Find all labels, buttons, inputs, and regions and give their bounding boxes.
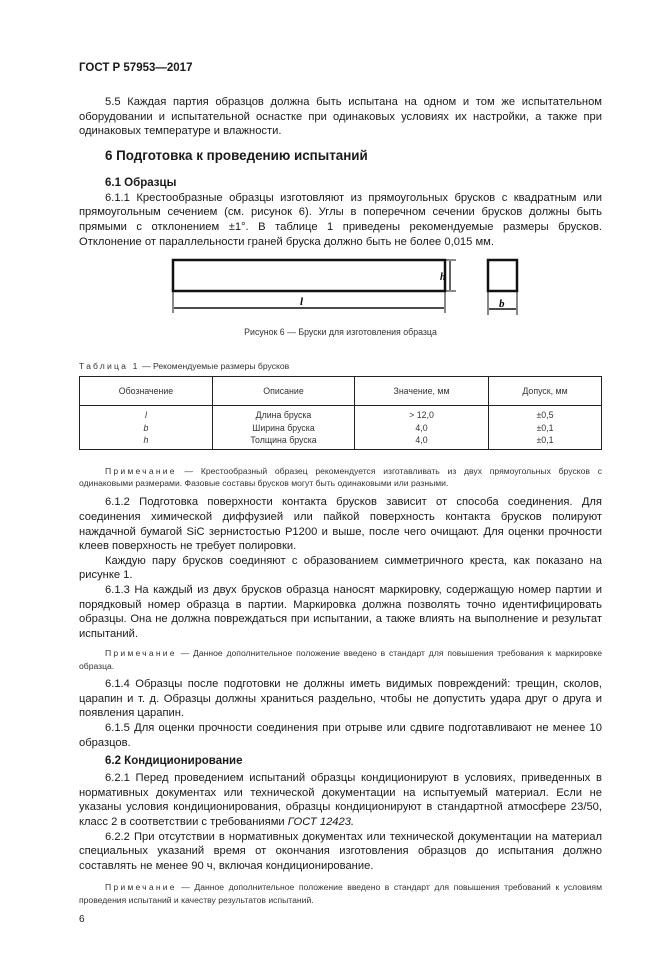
dimension-label-h: h (440, 272, 446, 284)
document-page (79, 0, 602, 966)
cell-description: Ширина бруска (213, 422, 355, 435)
table-row (80, 434, 602, 449)
cell-description: Толщина бруска (213, 434, 355, 449)
paragraph-6-2-1 (79, 771, 602, 829)
column-header: Обозначение (80, 377, 213, 406)
note-3 (79, 881, 602, 906)
column-header: Значение, мм (355, 377, 489, 406)
note-text: — Данное дополнительное положение введено в стандарт для повышения требований к условиям проведения испытаний и качеству результатов испытаний. (79, 882, 602, 905)
table-title-label: Таблица 1 (79, 361, 140, 372)
table-title (79, 360, 602, 372)
cell-tolerance: ±0,5 (489, 406, 602, 422)
section-6-1-heading: 6.1 Образцы (105, 176, 177, 189)
figure-6-bars (160, 251, 540, 319)
table-title-text: — Рекомендуемые размеры брусков (139, 361, 290, 372)
column-header: Описание (213, 377, 355, 406)
standard-reference: ГОСТ 12423. (287, 815, 355, 828)
paragraph-6-1-5: 6.1.5 Для оценки прочности соединения при отрыве или сдвиге подготавливают не менее 10 образцов. (79, 722, 602, 749)
cell-description: Длина бруска (213, 406, 355, 422)
cell-symbol: b (80, 422, 213, 435)
paragraph-cross: Каждую пару брусков соединяют с образованием симметричного креста, как показано на рисунке 1. (79, 554, 602, 582)
cell-value: > 12,0 (355, 406, 489, 422)
note-text: — Крестообразный образец рекомендуется изготавливать из двух прямоугольных брусков с одинаковыми размерами. Фазовые составы брусков могут быть одинаковыми или разными. (79, 465, 602, 489)
bar-cross-section (488, 260, 517, 315)
table-1 (79, 376, 602, 450)
paragraph-6-1-1: 6.1.1 Крестообразные образцы изготовляют из прямоугольных брусков с квадратным или прямоугольным сечением (см. рисунок 6). Углы в поперечном сечении брусков должны быть прямыми с отклонением ±1°. В таблице 1 приведены рекомендуемые размеры брусков. Отклонение от параллельности граней бруска должно быть не более 0,015 мм. (79, 191, 602, 248)
table-row (80, 406, 602, 422)
cell-value: 4,0 (355, 434, 489, 449)
note-label: Примечание (105, 882, 177, 893)
cell-tolerance: ±0,1 (489, 422, 602, 435)
document-header: ГОСТ Р 57953—2017 (79, 62, 193, 74)
cell-tolerance: ±0,1 (489, 434, 602, 449)
paragraph-5-5: 5.5 Каждая партия образцов должна быть испытана на одном и том же испытательном оборудовании и испытательной оснастке при одинаковых условиях их настройки, а также при одинаковых температуре и влажности. (79, 96, 602, 138)
table-header-row (80, 377, 602, 406)
note-text: — Данное дополнительное положение введено в стандарт для повышения требования к маркировке образца. (79, 648, 602, 671)
paragraph-6-1-3: 6.1.3 На каждый из двух брусков образца наносят маркировку, содержащую номер партии и порядковый номер образца в партии. Маркировка должна позволять точно идентифицировать образцы. Она не должна повреждаться при испытании, а также влиять на выполнение и результат испытаний. (79, 584, 602, 640)
paragraph-6-1-4: 6.1.4 Образцы после подготовки не должны иметь видимых повреждений: трещин, сколов, царапин и т. д. Образцы должны храниться раздельно, чтобы не допустить удара друг о друга и появления царапин. (79, 678, 602, 720)
paragraph-6-2-2: 6.2.2 При отсутствии в нормативных документах или технической документации на материал специальных указаний время от окончания изготовления образцов до испытания должно составлять не менее 90 ч, включая кондиционирование. (79, 830, 602, 872)
note-1 (79, 465, 602, 490)
figure-caption: Рисунок 6 — Бруски для изготовления образца (244, 327, 437, 338)
paragraph-text: 6.2.1 Перед проведением испытаний образцы кондиционируют в условиях, приведенных в нормативных документах или технической документации на испытуемый материал. Если не указаны условия кондиционирования, образцы кондиционируют в стандартной атмосфере 23/50, класс 2 в соответствии с требованиями (79, 772, 602, 828)
note-label: Примечание (105, 465, 177, 476)
section-6-2-heading: 6.2 Кондиционирование (105, 755, 243, 768)
cell-value: 4,0 (355, 422, 489, 435)
table-row (80, 422, 602, 435)
cell-symbol: l (80, 406, 213, 422)
column-header: Допуск, мм (489, 377, 602, 406)
note-2 (79, 647, 602, 672)
dimension-label-l: l (300, 296, 304, 309)
dimension-label-b: b (499, 298, 505, 311)
cell-symbol: h (80, 434, 213, 449)
note-label: Примечание (105, 648, 177, 659)
paragraph-6-1-2: 6.1.2 Подготовка поверхности контакта брусков зависит от способа соединения. Для соединения химической диффузией или пайкой поверхность контакта брусков полируют наждачной бумагой SiC зернистостью P1200 и выше, после чего очищают. Для оценки прочности клеев поверхность не требует полировки. (79, 496, 602, 553)
section-6-heading: 6 Подготовка к проведению испытаний (105, 147, 368, 163)
page-number: 6 (79, 914, 85, 926)
bar-side-view (173, 260, 456, 313)
